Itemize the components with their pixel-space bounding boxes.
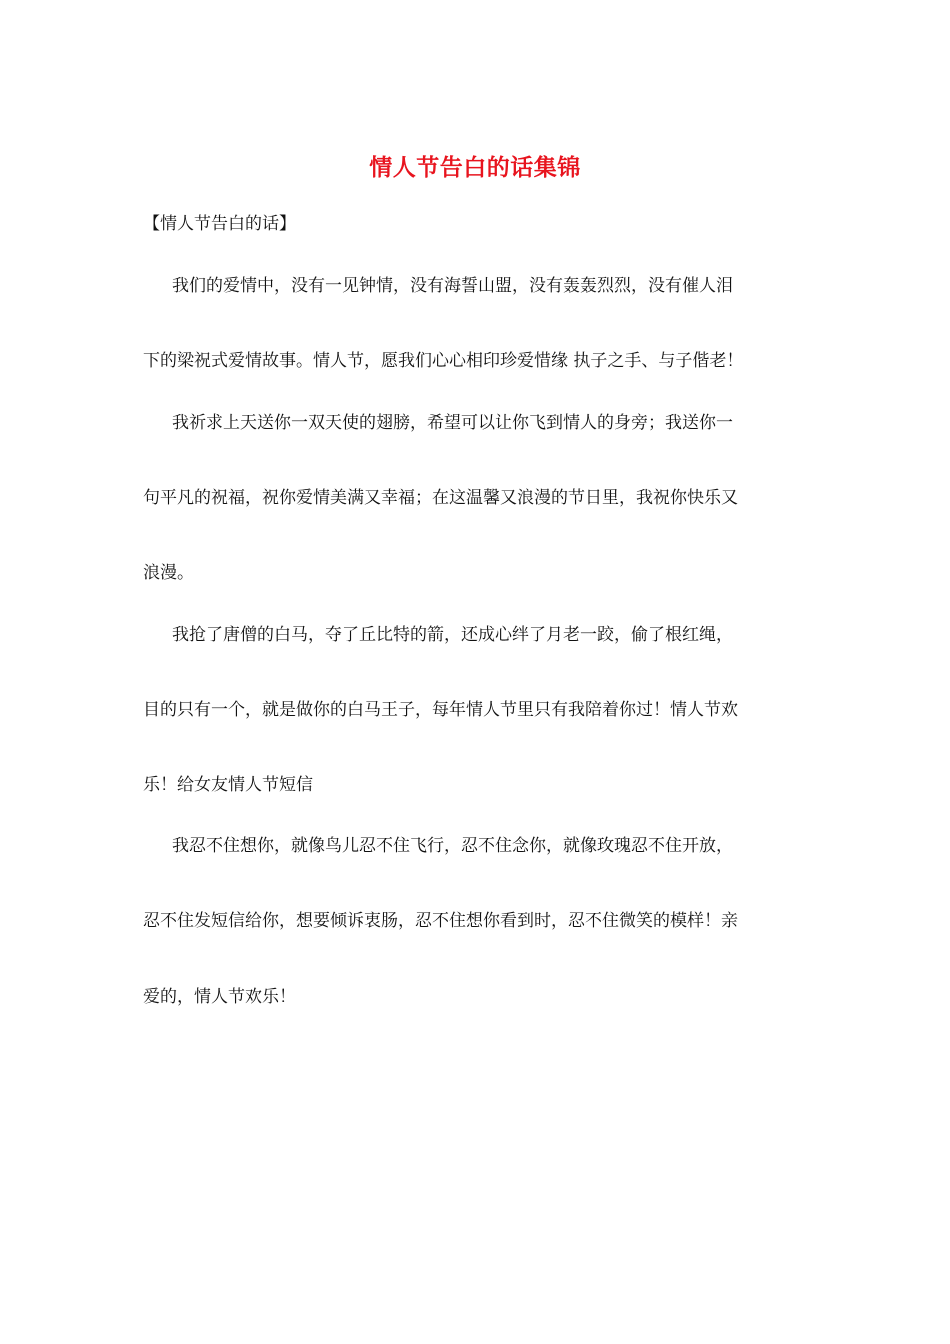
paragraph-1-line-2: 下的梁祝式爱情故事。情人节，愿我们心心相印珍爱惜缘 执子之手、与子偕老！ [143,351,744,371]
paragraph-2-line-1: 我祈求上天送你一双天使的翅膀，希望可以让你飞到情人的身旁；我送你一 [172,413,733,433]
section-heading: 【情人节告白的话】 [143,214,296,234]
paragraph-4-line-1: 我忍不住想你，就像鸟儿忍不住飞行，忍不住念你，就像玫瑰忍不住开放， [172,836,733,856]
paragraph-4-line-2: 忍不住发短信给你，想要倾诉衷肠，忍不住想你看到时，忍不住微笑的模样！亲 [143,911,738,931]
paragraph-4-line-3: 爱的，情人节欢乐！ [143,987,296,1007]
paragraph-3-line-3: 乐！给女友情人节短信 [143,775,313,795]
page-title: 情人节告白的话集锦 [369,155,581,181]
paragraph-2-line-3: 浪漫。 [143,563,194,583]
paragraph-2-line-2: 句平凡的祝福，祝你爱情美满又幸福；在这温馨又浪漫的节日里，我祝你快乐又 [143,488,738,508]
paragraph-3-line-1: 我抢了唐僧的白马，夺了丘比特的箭，还成心绊了月老一跤，偷了根红绳， [172,625,733,645]
paragraph-3-line-2: 目的只有一个，就是做你的白马王子，每年情人节里只有我陪着你过！情人节欢 [143,700,738,720]
paragraph-1-line-1: 我们的爱情中，没有一见钟情，没有海誓山盟，没有轰轰烈烈，没有催人泪 [172,276,733,296]
